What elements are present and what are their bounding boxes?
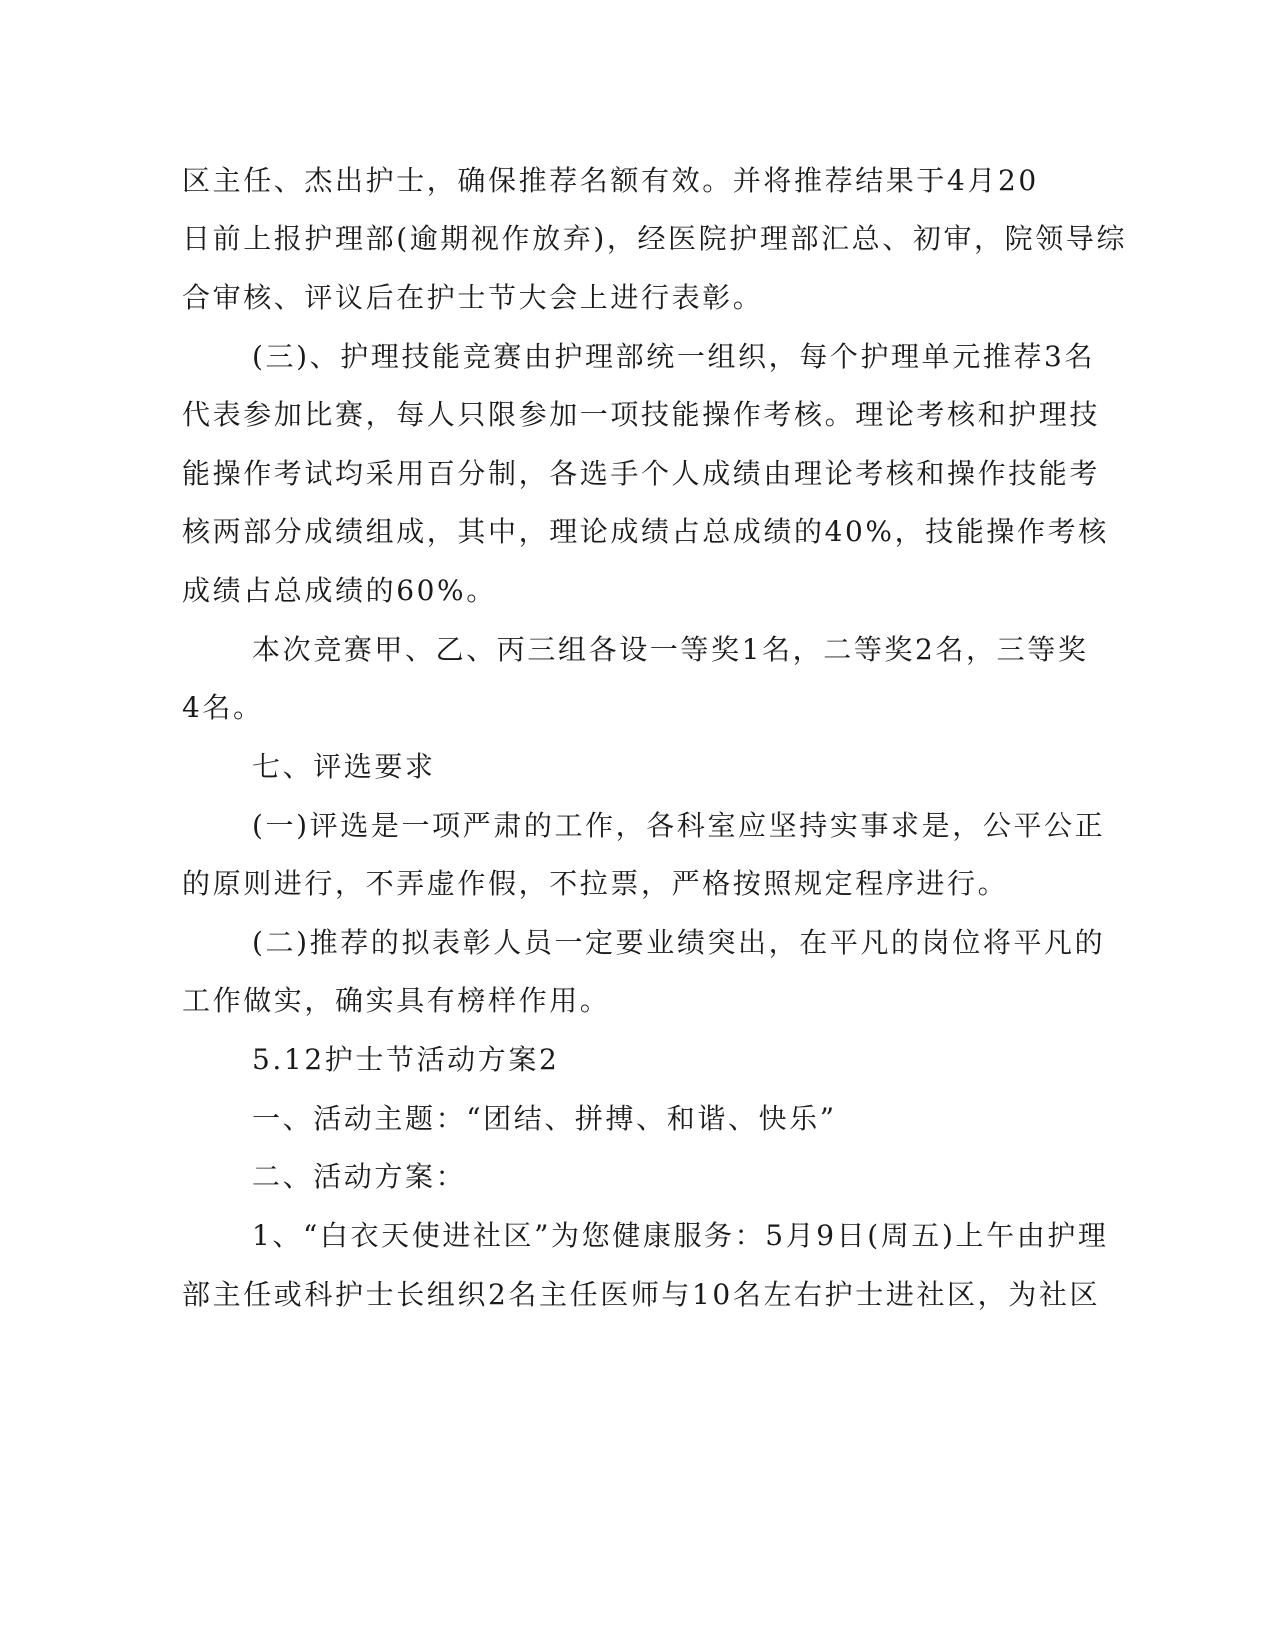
paragraph-line: (二)推荐的拟表彰人员一定要业绩突出，在平凡的岗位将平凡的 xyxy=(252,926,1106,959)
text-line: 核两部分成绩组成，其中，理论成绩占总成绩的40%，技能操作考核 xyxy=(182,515,1109,548)
section-heading: 七、评选要求 xyxy=(252,750,436,783)
text-line: 部主任或科护士长组织2名主任医师与10名左右护士进社区，为社区 xyxy=(182,1278,1101,1311)
paragraph-line: (一)评选是一项严肃的工作，各科室应坚持实事求是，公平公正 xyxy=(252,809,1106,842)
section-heading: 二、活动方案： xyxy=(252,1160,467,1193)
paragraph-line: 本次竞赛甲、乙、丙三组各设一等奖1名，二等奖2名，三等奖 xyxy=(252,633,1089,666)
text-line: 成绩占总成绩的60%。 xyxy=(182,574,497,607)
paragraph-line: 1、“白衣天使进社区”为您健康服务：5月9日(周五)上午由护理 xyxy=(252,1219,1109,1252)
document-subtitle: 5.12护士节活动方案2 xyxy=(252,1043,560,1076)
text-line: 代表参加比赛，每人只限参加一项技能操作考核。理论考核和护理技 xyxy=(182,398,1101,431)
text-line: 区主任、杰出护士，确保推荐名额有效。并将推荐结果于4月20 xyxy=(182,164,1039,197)
text-line: 的原则进行，不弄虚作假，不拉票，严格按照规定程序进行。 xyxy=(182,867,1009,900)
text-line: 合审核、评议后在护士节大会上进行表彰。 xyxy=(182,281,764,314)
text-line: 4名。 xyxy=(182,691,264,724)
section-heading: 一、活动主题：“团结、拼搏、和谐、快乐” xyxy=(252,1102,837,1135)
text-line: 能操作考试均采用百分制，各选手个人成绩由理论考核和操作技能考 xyxy=(182,457,1101,490)
text-line: 日前上报护理部(逾期视作放弃)，经医院护理部汇总、初审，院领导综 xyxy=(182,222,1128,255)
paragraph-line: (三)、护理技能竞赛由护理部统一组织，每个护理单元推荐3名 xyxy=(252,340,1096,373)
text-line: 工作做实，确实具有榜样作用。 xyxy=(182,984,611,1017)
